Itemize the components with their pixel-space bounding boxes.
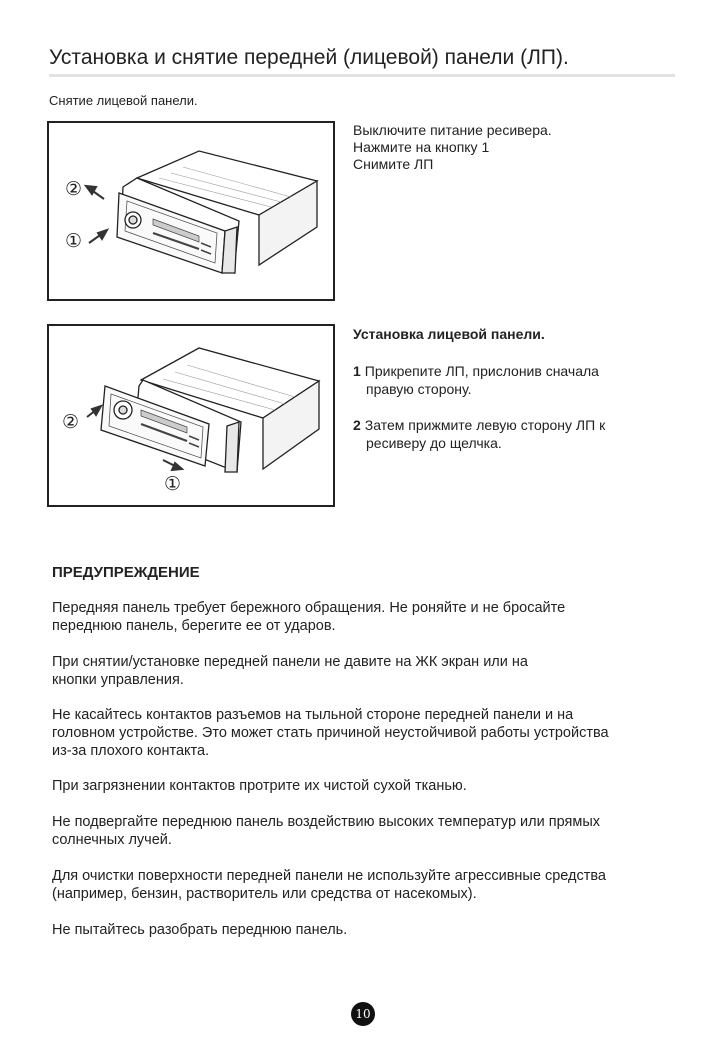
step-label-1: ① (65, 230, 83, 252)
warning-paragraph (52, 867, 682, 903)
section-subtitle-removal: Снятие лицевой панели. (49, 93, 198, 108)
step-label-1: ① (164, 473, 182, 495)
page-title: Установка и снятие передней (лицевой) панели (ЛП). (49, 46, 569, 69)
install-step-2 (353, 416, 663, 452)
install-heading: Установка лицевой панели. (353, 326, 545, 342)
install-step-2-number: 2 (353, 417, 361, 433)
warning-line: головном устройстве. Это может стать причиной неустойчивой работы устройства (52, 725, 609, 741)
install-step-2-line1: Затем прижмите левую сторону ЛП к (364, 417, 606, 433)
warning-line: из-за плохого контакта. (52, 743, 210, 759)
warning-line: При загрязнении контактов протрите их чистой сухой тканью. (52, 778, 467, 794)
warning-line: солнечных лучей. (52, 832, 172, 848)
install-step-1-line2: правую сторону. (366, 381, 472, 397)
page-number: 10 (351, 1002, 375, 1026)
warning-line: Не пытайтесь разобрать переднюю панель. (52, 922, 348, 938)
removal-illustration (47, 121, 335, 301)
step-label-2: ② (62, 411, 80, 433)
warning-line: Для очистки поверхности передней панели не используйте агрессивные средства (52, 868, 606, 884)
warning-paragraph (52, 706, 682, 760)
install-step-1-line1: Прикрепите ЛП, прислонив сначала (364, 363, 599, 379)
warning-title: ПРЕДУПРЕЖДЕНИЕ (52, 564, 200, 581)
warning-line: (например, бензин, растворитель или средства от насекомых). (52, 886, 477, 902)
step-label-2: ② (65, 178, 83, 200)
title-divider (49, 74, 675, 77)
removal-step-1: Выключите питание ресивера. (353, 122, 552, 138)
warning-line: переднюю панель, берегите ее от ударов. (52, 618, 336, 634)
warning-line: При снятии/установке передней панели не давите на ЖК экран или на (52, 654, 528, 670)
install-step-1-number: 1 (353, 363, 361, 379)
warning-line: кнопки управления. (52, 672, 184, 688)
removal-step-3: Снимите ЛП (353, 156, 434, 172)
install-step-2-line2: ресиверу до щелчка. (366, 435, 502, 451)
warning-line: Не подвергайте переднюю панель воздействию высоких температур или прямых (52, 814, 600, 830)
warning-line: Передняя панель требует бережного обращения. Не роняйте и не бросайте (52, 600, 566, 616)
warning-paragraph (52, 921, 682, 939)
install-step-1 (353, 362, 663, 398)
warning-paragraph (52, 599, 682, 635)
warning-paragraph (52, 777, 682, 795)
removal-step-2: Нажмите на кнопку 1 (353, 139, 490, 155)
removal-steps (353, 122, 552, 173)
warning-paragraph (52, 813, 682, 849)
warning-line: Не касайтесь контактов разъемов на тыльной стороне передней панели и на (52, 707, 574, 723)
warning-paragraph (52, 653, 682, 689)
installation-illustration (47, 324, 335, 507)
